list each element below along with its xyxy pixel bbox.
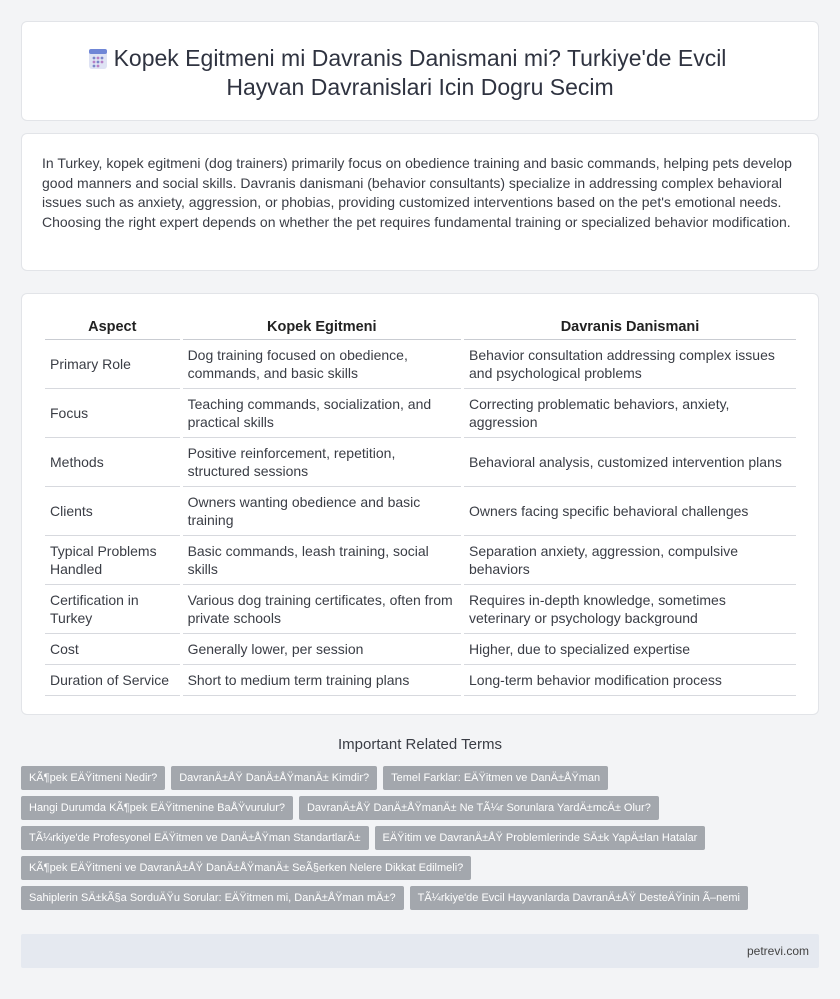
header-card [21, 21, 819, 121]
row-danismani: Correcting problematic behaviors, anxiety, aggression [464, 389, 796, 438]
comparison-table [42, 314, 799, 696]
row-danismani: Long-term behavior modification process [464, 665, 796, 696]
related-term-tag[interactable]: EÄŸitim ve DavranÄ±ÅŸ Problemlerinde SÄ±k YapÄ±lan Hatalar [375, 826, 706, 850]
related-terms-list [21, 766, 811, 910]
related-term-tag[interactable]: TÃ¼rkiye'de Profesyonel EÄŸitmen ve DanÄ±ÅŸman StandartlarÄ± [21, 826, 369, 850]
related-term-tag[interactable]: Hangi Durumda KÃ¶pek EÄŸitmenine BaÅŸvurulur? [21, 796, 293, 820]
row-aspect: Cost [45, 634, 180, 665]
intro-card [21, 133, 819, 271]
related-terms-title: Important Related Terms [338, 736, 502, 753]
table-row [45, 389, 796, 438]
row-egitmeni: Various dog training certificates, often from private schools [183, 585, 461, 634]
related-term-tag[interactable]: TÃ¼rkiye'de Evcil Hayvanlarda DavranÄ±ÅŸ DesteÄŸinin Ã–nemi [410, 886, 748, 910]
row-danismani: Behavior consultation addressing complex issues and psychological problems [464, 340, 796, 389]
related-term-tag[interactable]: KÃ¶pek EÄŸitmeni Nedir? [21, 766, 165, 790]
row-egitmeni: Owners wanting obedience and basic training [183, 487, 461, 536]
row-aspect: Certification in Turkey [45, 585, 180, 634]
header-kopek-egitmeni: Kopek Egitmeni [183, 314, 461, 340]
related-term-tag[interactable]: DavranÄ±ÅŸ DanÄ±ÅŸmanÄ± Ne TÃ¼r Sorunlara YardÄ±mcÄ± Olur? [299, 796, 659, 820]
comparison-card [21, 293, 819, 715]
table-row [45, 487, 796, 536]
footer [21, 934, 819, 968]
row-aspect: Typical Problems Handled [45, 536, 180, 585]
row-aspect: Duration of Service [45, 665, 180, 696]
row-egitmeni: Teaching commands, socialization, and practical skills [183, 389, 461, 438]
table-row [45, 585, 796, 634]
related-term-tag[interactable]: Temel Farklar: EÄŸitmen ve DanÄ±ÅŸman [383, 766, 608, 790]
row-danismani: Requires in-depth knowledge, sometimes veterinary or psychology background [464, 585, 796, 634]
intro-paragraph: In Turkey, kopek egitmeni (dog trainers) primarily focus on obedience training and basic commands, helping pets develop good manners and social skills. Davranis danismani (behavior consultants) specialize in addressing complex behavioral issues such as anxiety, aggression, or phobias, providing customized interventions based on the pet's emotional needs. Choosing the right expert depends on whether the pet requires fundamental training or specialized behavior modification. [42, 155, 792, 230]
table-row [45, 536, 796, 585]
row-aspect: Focus [45, 389, 180, 438]
row-egitmeni: Basic commands, leash training, social skills [183, 536, 461, 585]
row-egitmeni: Positive reinforcement, repetition, structured sessions [183, 438, 461, 487]
row-egitmeni: Short to medium term training plans [183, 665, 461, 696]
row-aspect: Primary Role [45, 340, 180, 389]
related-term-tag[interactable]: KÃ¶pek EÄŸitmeni ve DavranÄ±ÅŸ DanÄ±ÅŸmanÄ± SeÃ§erken Nelere Dikkat Edilmeli? [21, 856, 471, 880]
table-row [45, 340, 796, 389]
row-aspect: Methods [45, 438, 180, 487]
related-term-tag[interactable]: Sahiplerin SÄ±kÃ§a SorduÄŸu Sorular: EÄŸitmen mi, DanÄ±ÅŸman mÄ±? [21, 886, 404, 910]
table-row [45, 634, 796, 665]
row-danismani: Higher, due to specialized expertise [464, 634, 796, 665]
row-danismani: Behavioral analysis, customized intervention plans [464, 438, 796, 487]
row-egitmeni: Dog training focused on obedience, commands, and basic skills [183, 340, 461, 389]
header-davranis-danismani: Davranis Danismani [464, 314, 796, 340]
table-row [45, 665, 796, 696]
row-aspect: Clients [45, 487, 180, 536]
header-aspect: Aspect [45, 314, 180, 340]
table-row [45, 438, 796, 487]
row-danismani: Separation anxiety, aggression, compulsive behaviors [464, 536, 796, 585]
row-egitmeni: Generally lower, per session [183, 634, 461, 665]
table-header-row [45, 314, 796, 340]
footer-site-link[interactable]: petrevi.com [746, 944, 809, 958]
row-danismani: Owners facing specific behavioral challenges [464, 487, 796, 536]
page-title: Kopek Egitmeni mi Davranis Danismani mi? Turkiye'de Evcil Hayvan Davranislari Icin Dogru Secim [113, 45, 727, 100]
related-term-tag[interactable]: DavranÄ±ÅŸ DanÄ±ÅŸmanÄ± Kimdir? [171, 766, 377, 790]
